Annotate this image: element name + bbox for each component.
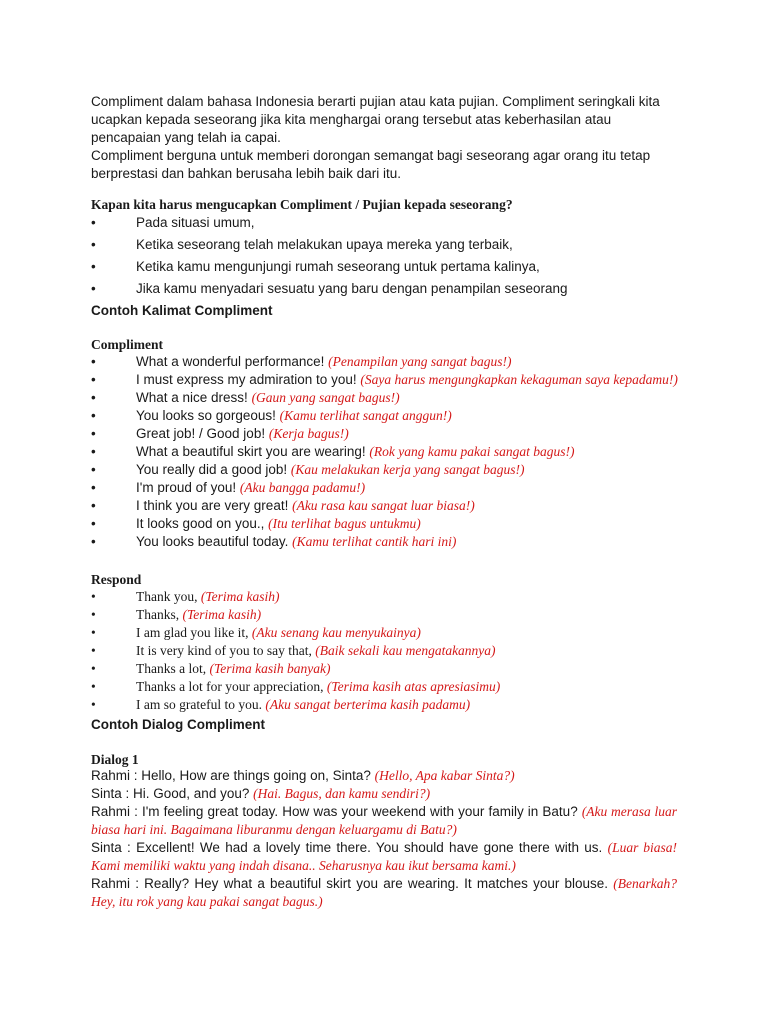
list-item: • What a wonderful performance! (Penampilan yang sangat bagus!): [91, 354, 512, 369]
bullet-icon: •: [91, 480, 96, 495]
dialog-line: Rahmi : Really? Hey what a beautiful skirt you are wearing. It matches your blouse. (Benarkah? Hey, itu rok yang kau pakai sangat bagus.): [91, 876, 677, 909]
dialog-line: Sinta : Excellent! We had a lovely time there. You should have gone there with us. (Luar biasa! Kami memiliki waktu yang indah disana.. Seharusnya kau ikut bersama kami.): [91, 840, 677, 873]
bullet-icon: •: [91, 390, 96, 405]
respond-list: [91, 588, 681, 714]
list-item: • I am so grateful to you. (Aku sangat berterima kasih padamu): [91, 697, 471, 712]
bullet-icon: •: [91, 589, 96, 604]
dialog-title: Dialog 1: [91, 752, 139, 767]
when-heading: Kapan kita harus mengucapkan Compliment / Pujian kepada seseorang?: [91, 197, 513, 212]
when-list: [91, 214, 681, 302]
list-item: • Thanks a lot for your appreciation, (Terima kasih atas apresiasimu): [91, 679, 501, 694]
bullet-icon: •: [91, 426, 96, 441]
list-item: • What a beautiful skirt you are wearing! (Rok yang kamu pakai sangat bagus!): [91, 444, 575, 459]
compliment-list: [91, 353, 681, 551]
bullet-icon: •: [91, 534, 96, 549]
intro-paragraph-1: Compliment dalam bahasa Indonesia berarti pujian atau kata pujian. Compliment seringkali kita ucapkan kepada seseorang jika kita menghargai orang tersebut atas keberhasilan atau pencapaian yang telah ia capai.: [91, 94, 660, 145]
bullet-icon: •: [91, 625, 96, 640]
bullet-icon: •: [91, 215, 96, 230]
intro-paragraph-2: Compliment berguna untuk memberi dorongan semangat bagi seseorang agar orang itu tetap berprestasi dan bahkan berusaha lebih baik dari itu.: [91, 148, 651, 181]
bullet-icon: •: [91, 498, 96, 513]
bullet-icon: •: [91, 444, 96, 459]
bullet-icon: •: [91, 679, 96, 694]
examples-heading: Contoh Kalimat Compliment: [91, 303, 273, 318]
list-item: • Thanks, (Terima kasih): [91, 607, 262, 622]
dialog-line: Sinta : Hi. Good, and you? (Hai. Bagus, dan kamu sendiri?): [91, 786, 431, 801]
list-item: • You looks so gorgeous! (Kamu terlihat sangat anggun!): [91, 408, 452, 423]
bullet-icon: •: [91, 607, 96, 622]
list-item: • I must express my admiration to you! (Saya harus mengungkapkan kekaguman saya kepadamu!): [91, 372, 678, 387]
list-item: • Ketika kamu mengunjungi rumah seseorang untuk pertama kalinya,: [91, 259, 540, 274]
bullet-icon: •: [91, 237, 96, 252]
bullet-icon: •: [91, 661, 96, 676]
dialog-body: [91, 767, 677, 911]
bullet-icon: •: [91, 462, 96, 477]
list-item: • Ketika seseorang telah melakukan upaya mereka yang terbaik,: [91, 237, 513, 252]
list-item: • I'm proud of you! (Aku bangga padamu!): [91, 480, 366, 495]
respond-heading: Respond: [91, 572, 142, 587]
dialog-section-heading: Contoh Dialog Compliment: [91, 717, 265, 732]
list-item: • I think you are very great! (Aku rasa kau sangat luar biasa!): [91, 498, 475, 513]
list-item: • You really did a good job! (Kau melakukan kerja yang sangat bagus!): [91, 462, 525, 477]
compliment-heading: Compliment: [91, 337, 163, 352]
list-item: • Jika kamu menyadari sesuatu yang baru dengan penampilan seseorang: [91, 281, 568, 296]
bullet-icon: •: [91, 281, 96, 296]
intro-section: [91, 93, 681, 183]
dialog-line: Rahmi : Hello, How are things going on, Sinta? (Hello, Apa kabar Sinta?): [91, 768, 515, 783]
dialog-line: Rahmi : I'm feeling great today. How was your weekend with your family in Batu? (Aku merasa luar biasa hari ini. Bagaimana liburanmu dengan keluargamu di Batu?): [91, 804, 677, 837]
list-item: • Thanks a lot, (Terima kasih banyak): [91, 661, 331, 676]
bullet-icon: •: [91, 354, 96, 369]
list-item: • Great job! / Good job! (Kerja bagus!): [91, 426, 349, 441]
list-item: • It is very kind of you to say that, (Baik sekali kau mengatakannya): [91, 643, 496, 658]
bullet-icon: •: [91, 372, 96, 387]
bullet-icon: •: [91, 516, 96, 531]
bullet-icon: •: [91, 408, 96, 423]
list-item: • I am glad you like it, (Aku senang kau menyukainya): [91, 625, 421, 640]
bullet-icon: •: [91, 643, 96, 658]
list-item: • Thank you, (Terima kasih): [91, 589, 280, 604]
list-item: • It looks good on you., (Itu terlihat bagus untukmu): [91, 516, 421, 531]
list-item: • What a nice dress! (Gaun yang sangat bagus!): [91, 390, 400, 405]
bullet-icon: •: [91, 259, 96, 274]
list-item: • You looks beautiful today. (Kamu terlihat cantik hari ini): [91, 534, 457, 549]
list-item: • Pada situasi umum,: [91, 215, 255, 230]
bullet-icon: •: [91, 697, 96, 712]
